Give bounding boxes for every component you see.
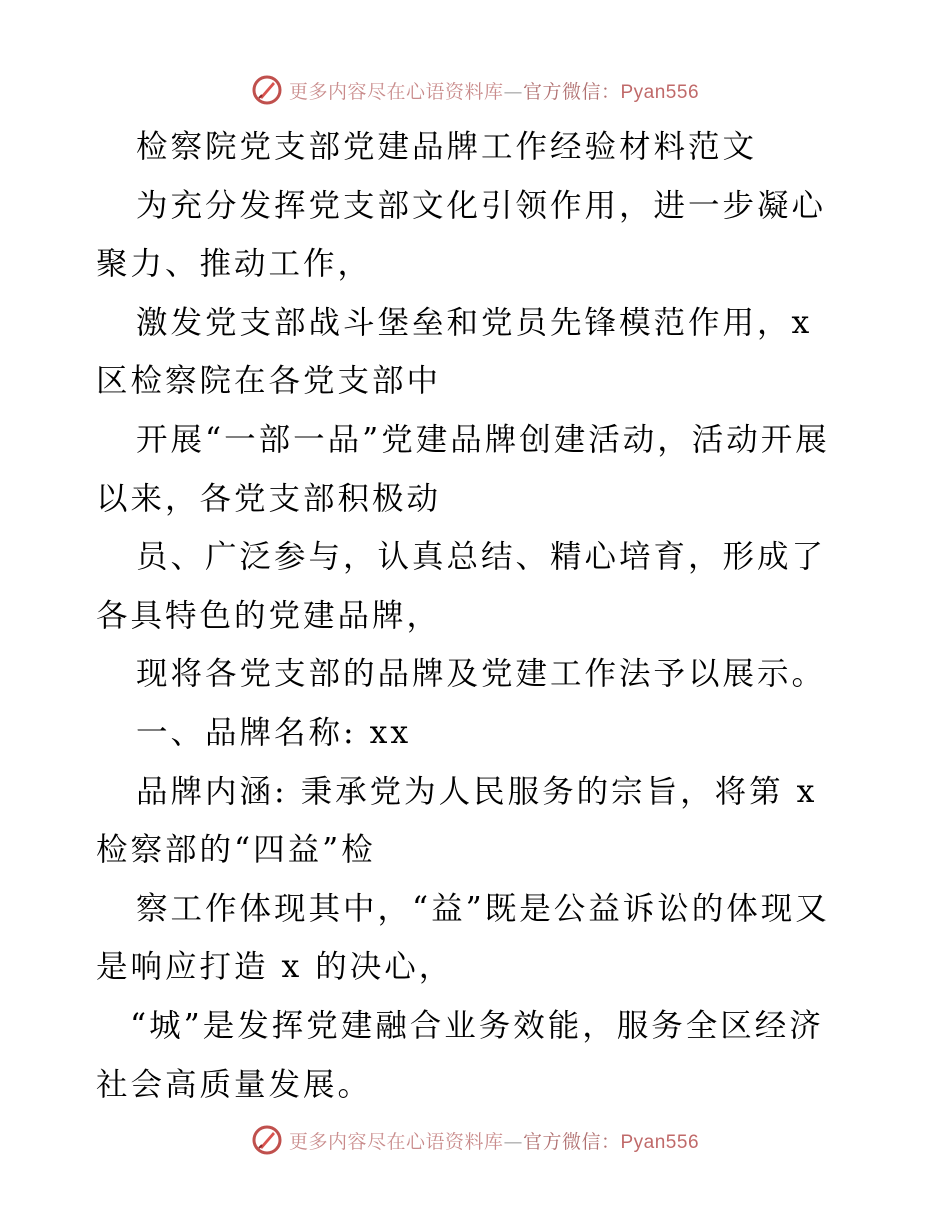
section-heading: 一、品牌名称: xx (136, 714, 412, 751)
paragraph: 察工作体现其中，“益”既是公益诉讼的体现又是响应打造 x 的决心， (96, 890, 830, 986)
watermark-wechat-label: 官方微信： (522, 1130, 621, 1153)
document-body (96, 118, 856, 1114)
watermark-account: Pyan556 (620, 1131, 700, 1153)
watermark-separator: — (503, 80, 523, 103)
paragraph: 员、广泛参与，认真总结、精心培育，形成了各具特色的党建品牌， (96, 539, 827, 634)
paragraph: 现将各党支部的品牌及党建工作法予以展示。 (136, 656, 827, 693)
header-watermark (0, 70, 950, 110)
document-title: 检察院党支部党建品牌工作经验材料范文 (136, 129, 758, 165)
paragraph: 品牌内涵: 秉承党为人民服务的宗旨，将第 x 检察部的“四益”检 (96, 773, 818, 869)
watermark-text (289, 77, 699, 104)
feather-seal-icon (251, 1124, 283, 1156)
feather-seal-icon (251, 74, 283, 106)
watermark-wechat-label: 官方微信： (522, 80, 621, 103)
footer-watermark (0, 1120, 950, 1160)
paragraph: 开展“一部一品”党建品牌创建活动，活动开展以来，各党支部积极动 (96, 421, 830, 517)
watermark-separator: — (503, 1130, 523, 1153)
paragraph: 激发党支部战斗堡垒和党员先锋模范作用，x 区检察院在各党支部中 (96, 304, 813, 400)
paragraph: 为充分发挥党支部文化引领作用，进一步凝心聚力、推动工作， (96, 187, 827, 283)
watermark-account: Pyan556 (620, 81, 700, 103)
paragraph: “城”是发挥党建融合业务效能，服务全区经济社会高质量发展。 (96, 1007, 824, 1103)
watermark-site-text: 更多内容尽在心语资料库 (288, 1130, 504, 1153)
watermark-text (289, 1127, 699, 1154)
watermark-site-text: 更多内容尽在心语资料库 (288, 80, 504, 103)
